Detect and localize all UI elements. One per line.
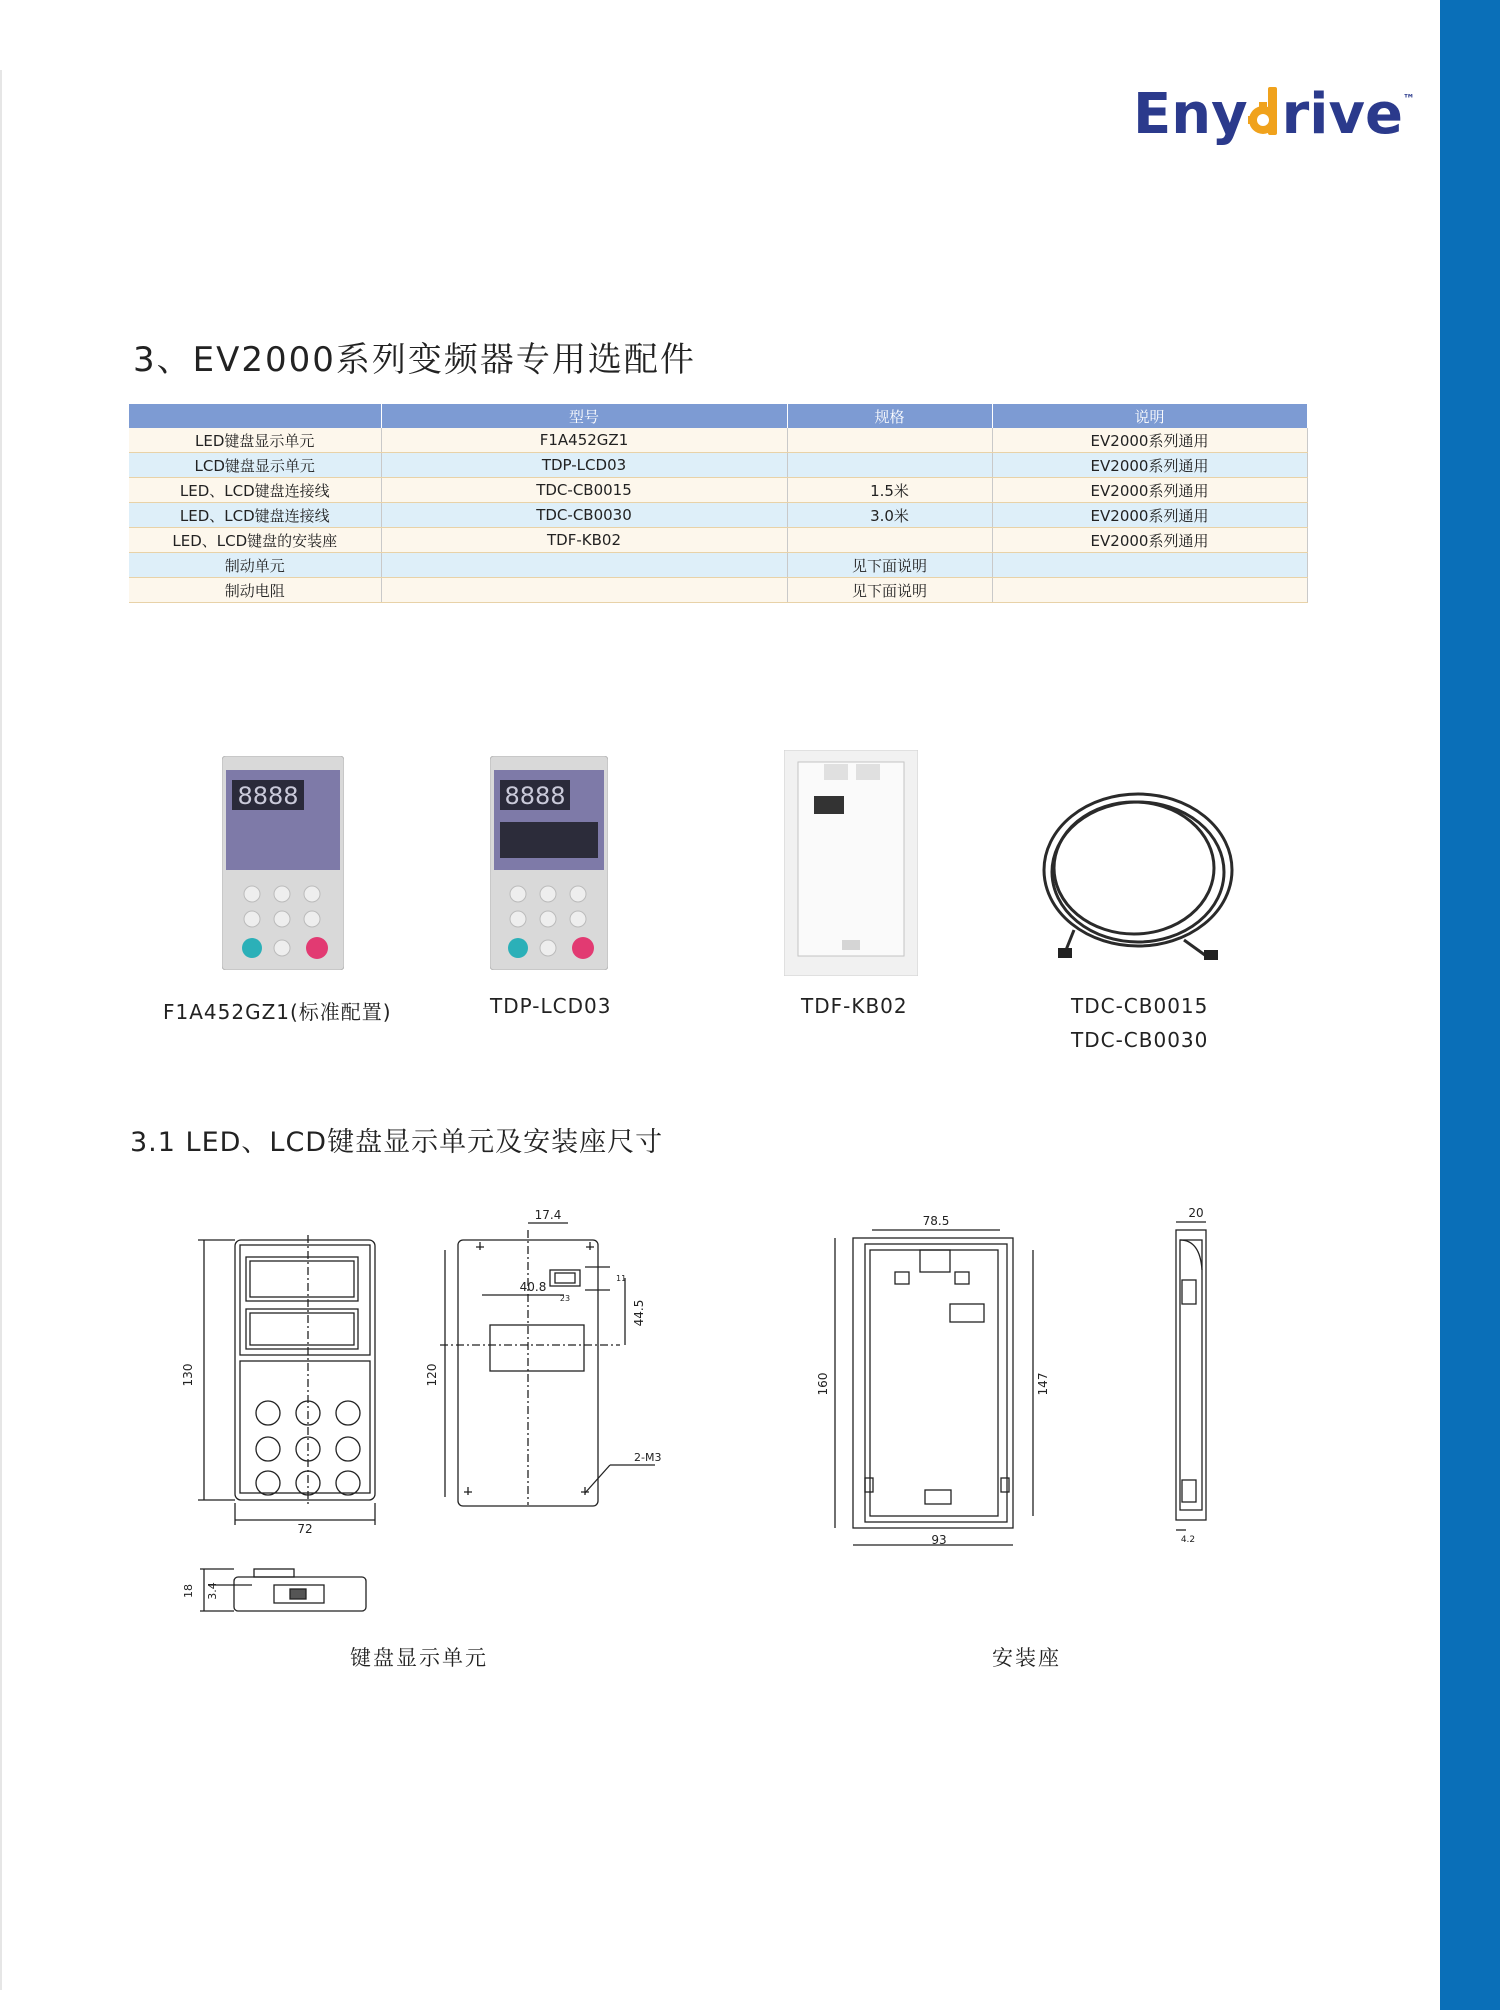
dim-back-3: 44.5 (632, 1299, 646, 1327)
dim-back-7: 23 (559, 1294, 571, 1303)
cell-model: TDC-CB0030 (381, 503, 787, 528)
header-cell: 说明 (992, 404, 1307, 428)
cell-spec: 见下面说明 (787, 553, 992, 578)
product-caption: TDF-KB02 (801, 994, 908, 1018)
product-caption: TDC-CB0015 (1071, 994, 1209, 1018)
logo-gear-icon (1248, 87, 1282, 139)
keypad-drawing-caption: 键盘显示单元 (350, 1646, 488, 1670)
cell-name: LCD键盘显示单元 (129, 453, 381, 478)
mount-drawing-caption: 安装座 (992, 1646, 1061, 1670)
dim-mount-bottom: 93 (931, 1533, 947, 1547)
cell-model: F1A452GZ1 (381, 428, 787, 453)
dim-side-bottom: 4.2 (1180, 1535, 1196, 1545)
lcd-digits: 8888 (504, 782, 566, 810)
cell-note (992, 553, 1307, 578)
cell-note: EV2000系列通用 (992, 528, 1307, 553)
table-row (129, 478, 1307, 503)
led-digits: 8888 (237, 782, 299, 810)
header-cell: 规格 (787, 404, 992, 428)
dim-keypad-height: 130 (181, 1363, 195, 1387)
dim-side-1: 18 (182, 1584, 195, 1598)
subsection-title: 3.1 LED、LCD键盘显示单元及安装座尺寸 (130, 1127, 664, 1158)
cell-note: EV2000系列通用 (992, 453, 1307, 478)
header-cell: 型号 (381, 404, 787, 428)
enydrive-logo (1133, 82, 1415, 147)
dim-mount-top: 78.5 (922, 1214, 950, 1228)
table-row (129, 528, 1307, 553)
keypad-front-drawing (180, 1225, 400, 1545)
cell-model: TDC-CB0015 (381, 478, 787, 503)
mounting-base-photo (784, 750, 918, 976)
cell-spec: 1.5米 (787, 478, 992, 503)
cell-spec (787, 453, 992, 478)
dim-back-5: 2-M3 (634, 1451, 662, 1464)
dim-back-4: 120 (425, 1363, 439, 1387)
keypad-side-drawing (172, 1555, 402, 1625)
table-row (129, 553, 1307, 578)
cell-spec (787, 528, 992, 553)
table-row (129, 503, 1307, 528)
dim-keypad-width: 72 (297, 1522, 313, 1536)
cell-name: LED键盘显示单元 (129, 428, 381, 453)
mount-side-drawing (1160, 1200, 1230, 1550)
product-caption-2: TDC-CB0030 (1071, 1028, 1209, 1052)
cell-name: 制动电阻 (129, 578, 381, 603)
cell-name: LED、LCD键盘连接线 (129, 503, 381, 528)
cell-spec (787, 428, 992, 453)
header-cell (129, 404, 381, 428)
dim-side-2: 3.4 (206, 1582, 219, 1600)
dim-back-1: 17.4 (534, 1208, 562, 1222)
dim-mount-inner-h: 147 (1036, 1372, 1050, 1396)
table-row (129, 428, 1307, 453)
blue-side-band (1440, 0, 1500, 2010)
cell-note: EV2000系列通用 (992, 428, 1307, 453)
cell-model (381, 578, 787, 603)
mount-front-drawing (815, 1200, 1065, 1560)
logo-trademark: ™ (1402, 92, 1415, 106)
cell-spec: 3.0米 (787, 503, 992, 528)
cell-spec: 见下面说明 (787, 578, 992, 603)
lcd-keypad-photo (490, 756, 608, 970)
keypad-back-drawing (420, 1195, 680, 1535)
cell-name: LED、LCD键盘连接线 (129, 478, 381, 503)
cable-photo (1034, 780, 1242, 970)
logo-text-right: rive (1281, 82, 1403, 147)
logo-text-left: Eny (1133, 82, 1248, 147)
section-title: 3、EV2000系列变频器专用选配件 (133, 340, 696, 380)
page-edge-line (0, 70, 2, 1990)
cell-note: EV2000系列通用 (992, 478, 1307, 503)
cell-model (381, 553, 787, 578)
table-row (129, 578, 1307, 603)
dim-back-6: 11 (616, 1274, 627, 1283)
dim-back-2: 40.8 (519, 1280, 547, 1294)
dim-side-top: 20 (1188, 1206, 1204, 1220)
product-caption: TDP-LCD03 (490, 994, 612, 1018)
dim-mount-outer-h: 160 (816, 1372, 830, 1396)
cell-name: 制动单元 (129, 553, 381, 578)
accessories-table (129, 404, 1308, 603)
cell-note (992, 578, 1307, 603)
table-row (129, 453, 1307, 478)
cell-note: EV2000系列通用 (992, 503, 1307, 528)
product-caption: F1A452GZ1(标准配置) (163, 1000, 392, 1024)
cell-name: LED、LCD键盘的安装座 (129, 528, 381, 553)
cell-model: TDF-KB02 (381, 528, 787, 553)
led-keypad-photo (222, 756, 344, 970)
cell-model: TDP-LCD03 (381, 453, 787, 478)
table-header-row (129, 404, 1307, 428)
